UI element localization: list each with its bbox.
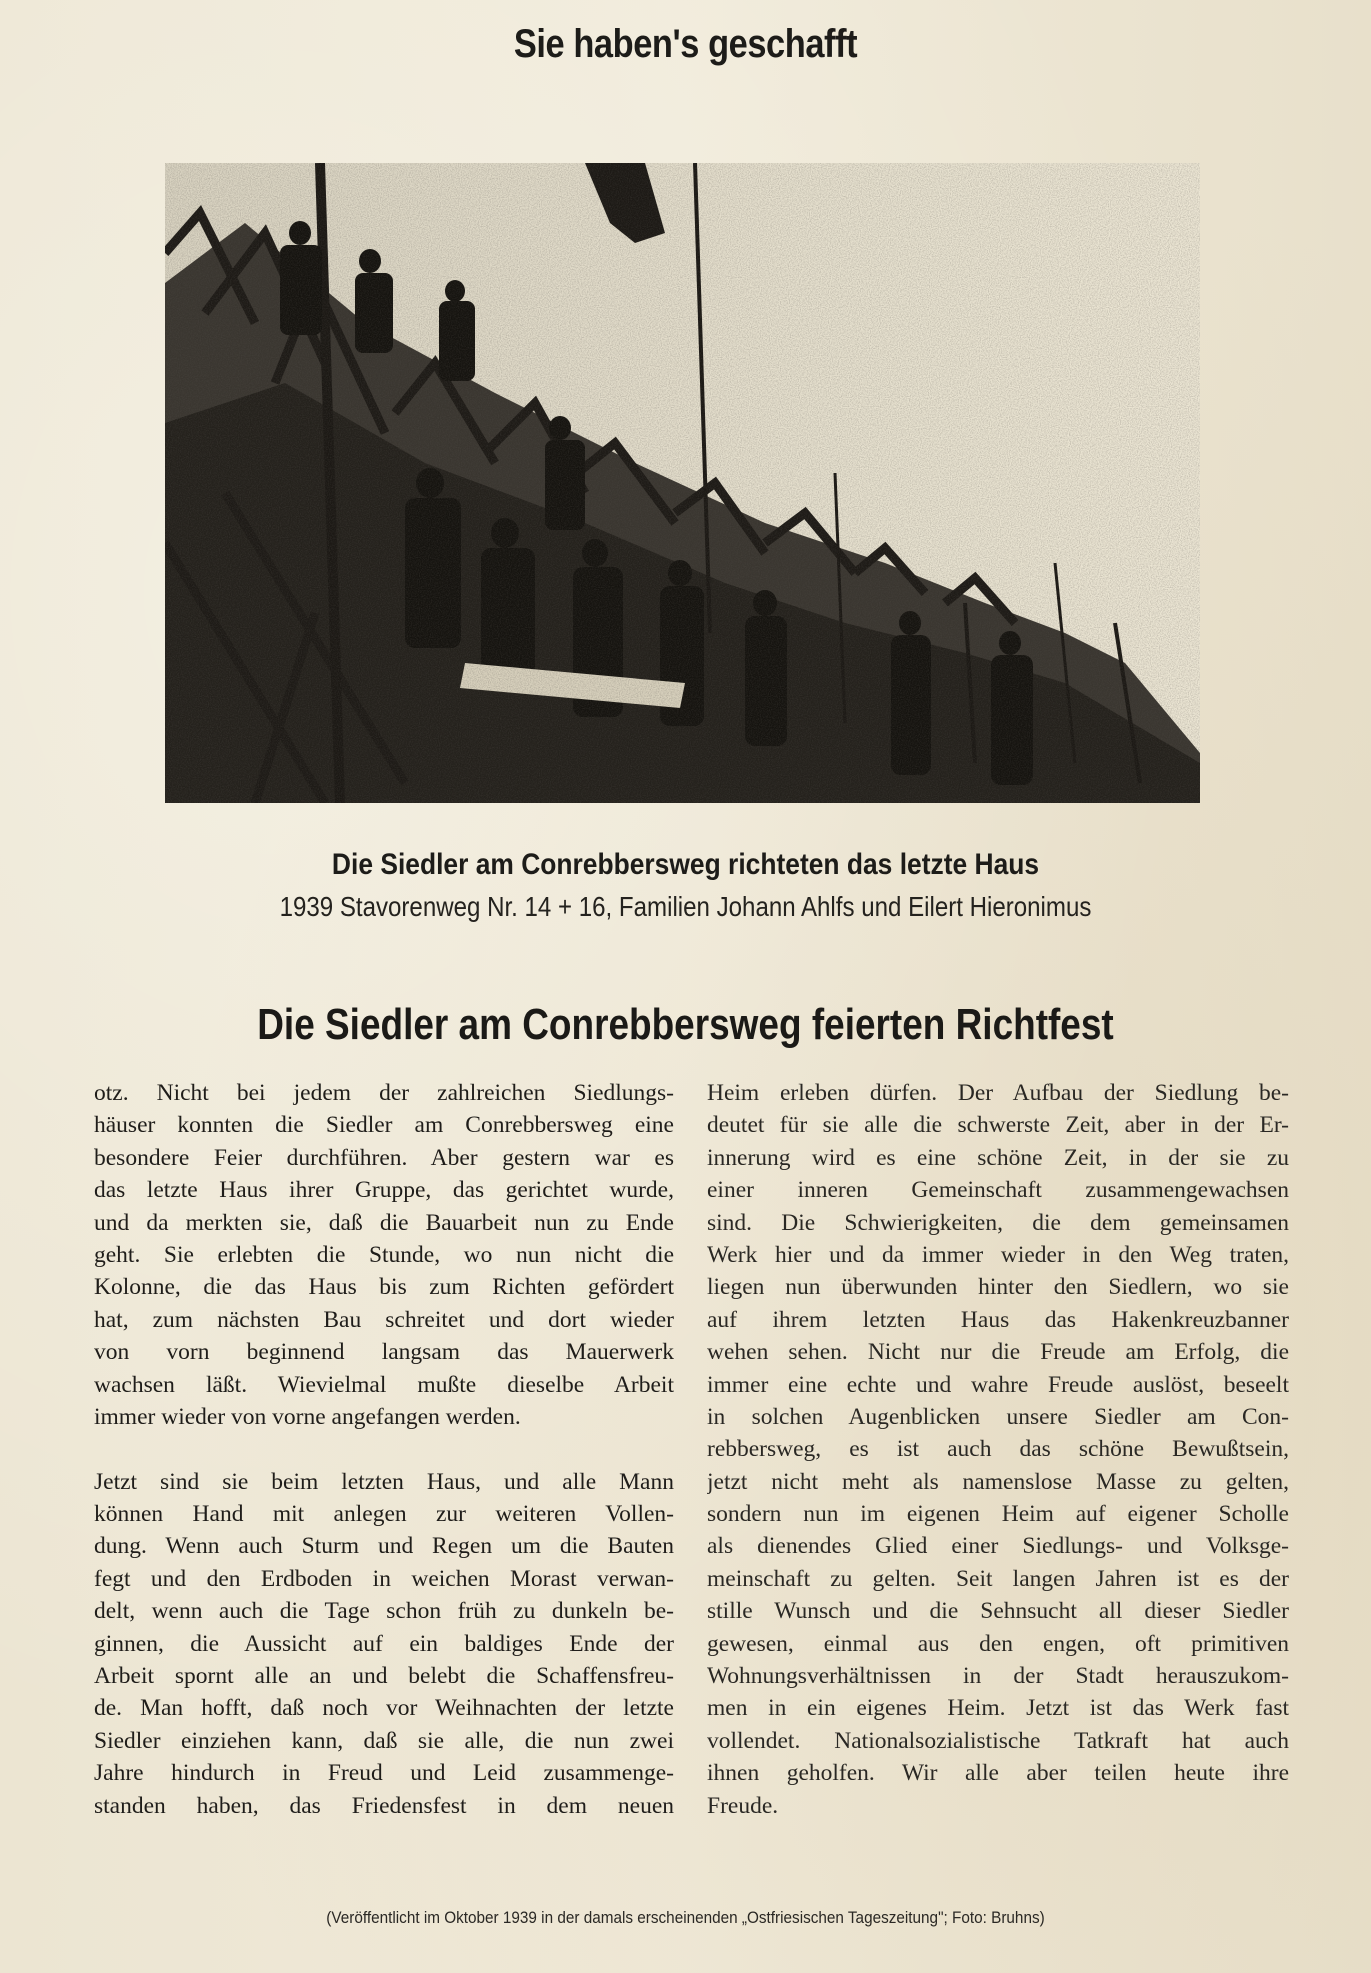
text-line: immer eine echte und wahre Freude auslöst, beseelt: [707, 1371, 1289, 1398]
text-line: häuser konnten die Siedler am Conrebbersweg eine: [94, 1112, 674, 1139]
text-line: Siedler einziehen kann, daß sie alle, die nun zwei: [94, 1727, 674, 1754]
text-line: deutet für sie alle die schwerste Zeit, aber in der Er-: [707, 1112, 1289, 1139]
text-line: ginnen, die Aussicht auf ein baldiges Ende der: [94, 1630, 674, 1657]
text-line: hat, zum nächsten Bau schreitet und dort wieder: [94, 1306, 674, 1333]
text-line: können Hand mit anlegen zur weiteren Vollen-: [94, 1501, 674, 1528]
text-line: von vorn beginnend langsam das Mauerwerk: [94, 1339, 674, 1366]
text-line: einer inneren Gemeinschaft zusammengewachsen: [707, 1177, 1289, 1204]
text-line: besondere Feier durchführen. Aber gestern war es: [94, 1144, 674, 1171]
text-line: rebbersweg, es ist auch das schöne Bewußtsein,: [707, 1436, 1289, 1463]
historical-photo: [165, 163, 1200, 803]
photo-graphic: [165, 163, 1200, 803]
text-line: Arbeit spornt alle an und belebt die Schaffensfreu-: [94, 1663, 674, 1690]
photo-caption-title: Die Siedler am Conrebbersweg richteten das letzte Haus: [331, 848, 1040, 881]
text-line: stille Wunsch und die Sehnsucht all dieser Siedler: [707, 1598, 1289, 1625]
text-line: vollendet. Nationalsozialistische Tatkraft hat auch: [707, 1727, 1289, 1754]
text-line: fegt und den Erdboden in weichen Morast verwan-: [94, 1565, 674, 1592]
photo-caption-subtitle: 1939 Stavorenweg Nr. 14 + 16, Familien Johann Ahlfs und Eilert Hieronimus: [279, 891, 1092, 922]
text-line: jetzt nicht meht als namenslose Masse zu gelten,: [707, 1468, 1289, 1495]
text-line: dung. Wenn auch Sturm und Regen um die Bauten: [94, 1533, 674, 1560]
page-title: Sie haben's geschafft: [513, 22, 858, 66]
text-line: wachsen läßt. Wievielmal mußte dieselbe Arbeit: [94, 1371, 674, 1398]
text-line: das letzte Haus ihrer Gruppe, das gerichtet wurde,: [94, 1177, 674, 1204]
publication-note: (Veröffentlicht im Oktober 1939 in der damals erscheinenden „Ostfriesischen Tageszeitung"; Foto: Bruhns): [326, 1908, 1045, 1927]
article-paragraph-2: [94, 1466, 674, 1822]
text-line: otz. Nicht bei jedem der zahlreichen Siedlungs-: [94, 1080, 674, 1106]
text-line: Wohnungsverhältnissen in der Stadt herauszukom-: [707, 1663, 1289, 1690]
text-line: sondern nun im eigenen Heim auf eigener Scholle: [707, 1501, 1289, 1528]
text-line: geht. Sie erlebten die Stunde, wo nun nicht die: [94, 1241, 674, 1268]
text-line: ihnen geholfen. Wir alle aber teilen heute ihre: [707, 1760, 1289, 1787]
text-line: de. Man hofft, daß noch vor Weihnachten der letzte: [94, 1695, 674, 1722]
text-line: Heim erleben dürfen. Der Aufbau der Siedlung be-: [707, 1080, 1289, 1106]
text-line: men in ein eigenes Heim. Jetzt ist das Werk fast: [707, 1695, 1289, 1722]
paragraph-gap: [94, 1433, 674, 1465]
text-line: Jetzt sind sie beim letzten Haus, und alle Mann: [94, 1468, 674, 1495]
text-line: liegen nun überwunden hinter den Siedlern, wo sie: [707, 1274, 1289, 1301]
text-line: Kolonne, die das Haus bis zum Richten gefördert: [94, 1274, 674, 1301]
text-line: meinschaft zu gelten. Seit langen Jahren ist es der: [707, 1565, 1289, 1592]
text-line: und da merkten sie, daß die Bauarbeit nun zu Ende: [94, 1209, 674, 1236]
article-column-right: [707, 1077, 1289, 1822]
text-line: sind. Die Schwierigkeiten, die dem gemeinsamen: [707, 1209, 1289, 1236]
article-paragraph-1: [94, 1077, 674, 1433]
text-line: gewesen, einmal aus den engen, oft primitiven: [707, 1630, 1289, 1657]
text-line: wehen sehen. Nicht nur die Freude am Erfolg, die: [707, 1339, 1289, 1366]
text-line: delt, wenn auch die Tage schon früh zu dunkeln be-: [94, 1598, 674, 1625]
text-line: Werk hier und da immer wieder in den Weg traten,: [707, 1241, 1289, 1268]
text-line: immer wieder von vorne angefangen werden.: [94, 1403, 521, 1430]
text-line: innerung wird es eine schöne Zeit, in der sie zu: [707, 1144, 1289, 1171]
article-headline: Die Siedler am Conrebbersweg feierten Richtfest: [257, 1000, 1114, 1049]
text-line: Freude.: [707, 1792, 779, 1819]
text-line: standen haben, das Friedensfest in dem neuen: [94, 1792, 674, 1819]
text-line: als dienendes Glied einer Siedlungs- und Volksge-: [707, 1533, 1289, 1560]
article-column-left: [94, 1077, 674, 1822]
text-line: in solchen Augenblicken unsere Siedler am Con-: [707, 1403, 1289, 1430]
text-line: Jahre hindurch in Freud und Leid zusammenge-: [94, 1760, 674, 1787]
text-line: auf ihrem letzten Haus das Hakenkreuzbanner: [707, 1306, 1289, 1333]
